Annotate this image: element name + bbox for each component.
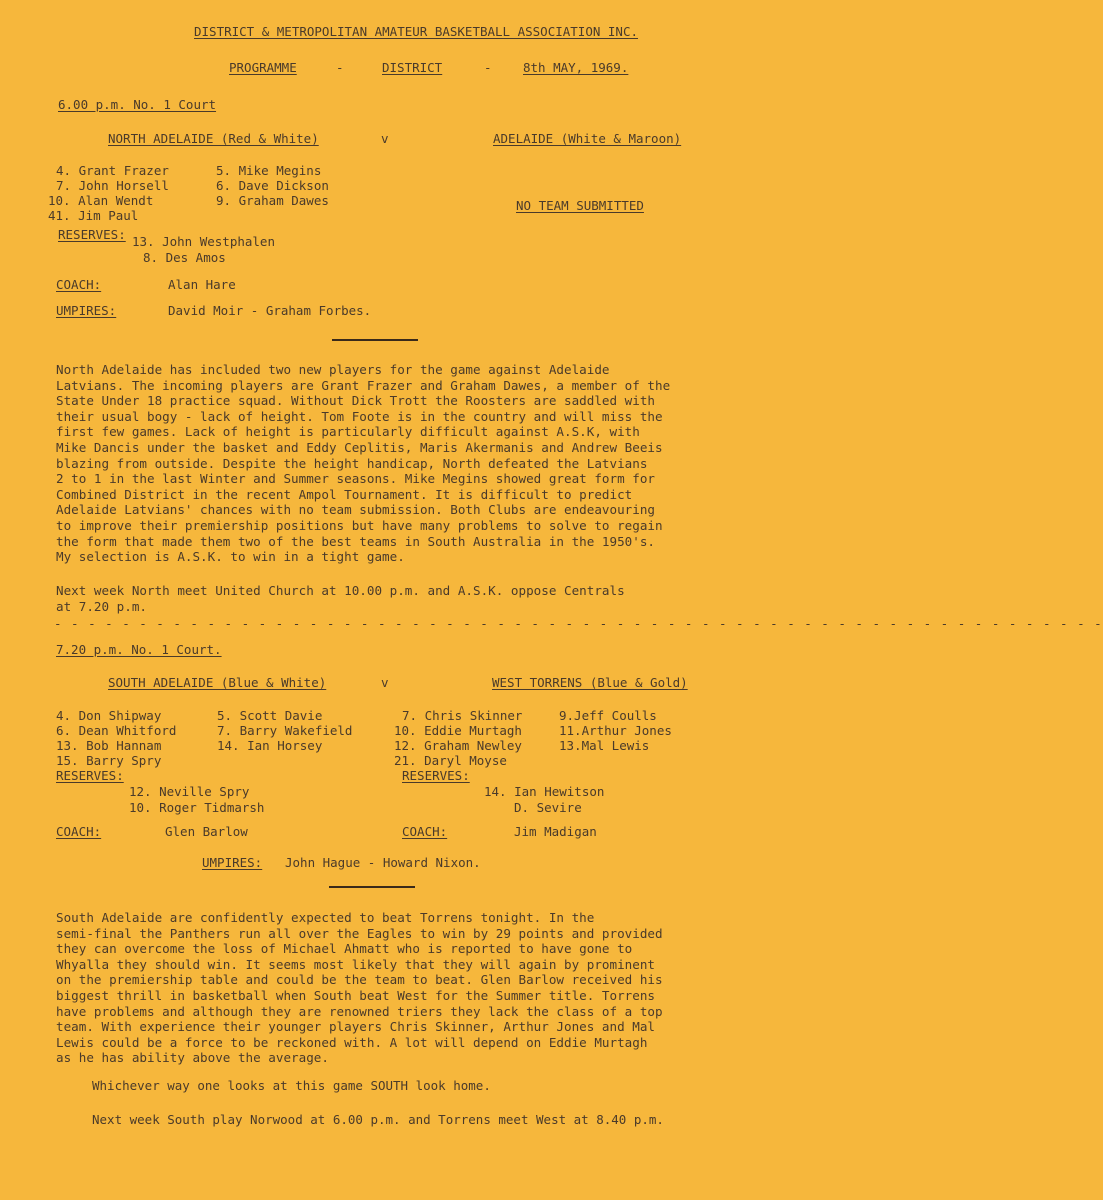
commentary-line: State Under 18 practice squad. Without Dick Trott the Roosters are saddled with [56,393,655,409]
game2-next-week: Next week South play Norwood at 6.00 p.m. and Torrens meet West at 8.40 p.m. [92,1112,664,1127]
game1-home-team: NORTH ADELAIDE (Red & White) [108,131,319,146]
player-entry: 10. Eddie Murtagh [394,723,522,738]
reserve-entry: 13. John Westphalen [132,234,275,249]
reserve-entry: D. Sevire [514,800,582,815]
district-label: DISTRICT [382,60,443,75]
coach-name: Jim Madigan [514,824,597,839]
commentary-line: My selection is A.S.K. to win in a tight game. [56,549,405,565]
player-entry: 6. Dave Dickson [216,178,329,193]
commentary-line: Whyalla they should win. It seems most likely that they will again by prominent [56,956,655,972]
dashed-divider: - - - - - - - - - - - - - - - - - - - - - - - - - - - - - - - - - - - - - - - - - - - - - - - - - - - - - - - - - - - - - - [54,616,1103,631]
player-entry: 12. Graham Newley [394,738,522,753]
player-entry: 13.Mal Lewis [559,738,650,753]
commentary-line: to improve their premiership positions but have many problems to solve to regain [56,517,663,533]
player-entry: 13. Bob Hannam [56,738,162,753]
player-entry: 4. Grant Frazer [56,163,169,178]
programme-label: PROGRAMME [229,60,297,75]
commentary-line: Mike Dancis under the basket and Eddy Ceplitis, Maris Akermanis and Andrew Beeis [56,439,663,455]
game2-away-team: WEST TORRENS (Blue & Gold) [492,675,688,690]
commentary-line: first few games. Lack of height is particularly difficult against A.S.K, with [56,424,640,440]
player-entry: 15. Barry Spry [56,753,162,768]
reserve-entry: 8. Des Amos [143,250,226,265]
commentary-line: have problems and although they are renowned triers they lack the class of a top [56,1003,663,1019]
player-entry: 11.Arthur Jones [559,723,672,738]
reserves-label: RESERVES: [58,227,126,242]
umpires-label: UMPIRES: [202,855,263,870]
commentary-line: biggest thrill in basketball when South beat West for the Summer title. Torrens [56,987,655,1003]
game1-commentary [56,362,716,565]
player-entry: 7. John Horsell [56,178,169,193]
player-entry: 6. Dean Whitford [56,723,177,738]
commentary-line: semi-final the Panthers run all over the Eagles to win by 29 points and provided [56,925,663,941]
player-entry: 41. Jim Paul [48,208,139,223]
game2-versus: v [381,675,389,690]
game2-home-team: SOUTH ADELAIDE (Blue & White) [108,675,327,690]
commentary-line: blazing from outside. Despite the height handicap, North defeated the Latvians [56,455,648,471]
commentary-line: 2 to 1 in the last Winter and Summer seasons. Mike Megins showed great form for [56,471,655,487]
umpires-names: John Hague - Howard Nixon. [285,855,481,870]
game1-versus: v [381,131,389,146]
player-entry: 9.Jeff Coulls [559,708,657,723]
player-entry: 10. Alan Wendt [48,193,154,208]
header-separator: - [336,60,344,75]
reserves-label: RESERVES: [402,768,470,783]
next-week-line: Next week North meet United Church at 10.00 p.m. and A.S.K. oppose Centrals [56,583,625,598]
no-team-submitted: NO TEAM SUBMITTED [516,198,644,213]
reserves-label: RESERVES: [56,768,124,783]
player-entry: 4. Don Shipway [56,708,162,723]
game2-time: 7.20 p.m. No. 1 Court. [56,642,222,657]
umpires-label: UMPIRES: [56,303,117,318]
player-entry: 7. Chris Skinner [402,708,523,723]
coach-name: Alan Hare [168,277,236,292]
player-entry: 21. Daryl Moyse [394,753,507,768]
player-entry: 14. Ian Horsey [217,738,323,753]
player-entry: 9. Graham Dawes [216,193,329,208]
coach-label: COACH: [56,277,102,292]
section-divider-rule [332,339,418,341]
header-separator: - [484,60,492,75]
association-title: DISTRICT & METROPOLITAN AMATEUR BASKETBALL ASSOCIATION INC. [194,24,639,39]
reserve-entry: 12. Neville Spry [129,784,250,799]
commentary-line: North Adelaide has included two new players for the game against Adelaide [56,362,610,377]
player-entry: 5. Mike Megins [216,163,322,178]
player-entry: 5. Scott Davie [217,708,323,723]
coach-label: COACH: [402,824,448,839]
commentary-line: Latvians. The incoming players are Grant Frazer and Graham Dawes, a member of the [56,377,671,393]
commentary-line: Combined District in the recent Ampol Tournament. It is difficult to predict [56,486,633,502]
coach-label: COACH: [56,824,102,839]
game1-next-week [56,583,716,614]
umpires-names: David Moir - Graham Forbes. [168,303,372,318]
commentary-line: the form that made them two of the best teams in South Australia in the 1950's. [56,533,655,549]
commentary-line: as he has ability above the average. [56,1050,329,1066]
player-entry: 7. Barry Wakefield [217,723,353,738]
programme-date: 8th MAY, 1969. [523,60,629,75]
commentary-line: on the premiership table and could be the team to beat. Glen Barlow received his [56,972,663,988]
game2-verdict: Whichever way one looks at this game SOUTH look home. [92,1078,491,1093]
commentary-line: Lewis could be a force to be reckoned with. A lot will depend on Eddie Murtagh [56,1034,648,1050]
commentary-line: their usual bogy - lack of height. Tom Foote is in the country and will miss the [56,408,663,424]
game2-commentary [56,910,716,1066]
commentary-line: they can overcome the loss of Michael Ahmatt who is reported to have gone to [56,941,633,957]
commentary-line: Adelaide Latvians' chances with no team submission. Both Clubs are endeavouring [56,502,655,518]
next-week-line: at 7.20 p.m. [56,598,147,614]
reserve-entry: 10. Roger Tidmarsh [129,800,265,815]
commentary-line: team. With experience their younger players Chris Skinner, Arthur Jones and Mal [56,1019,655,1035]
reserve-entry: 14. Ian Hewitson [484,784,605,799]
commentary-line: South Adelaide are confidently expected to beat Torrens tonight. In the [56,910,595,925]
game1-time: 6.00 p.m. No. 1 Court [58,97,217,112]
coach-name: Glen Barlow [165,824,248,839]
section-divider-rule [329,886,415,888]
game1-away-team: ADELAIDE (White & Maroon) [493,131,682,146]
